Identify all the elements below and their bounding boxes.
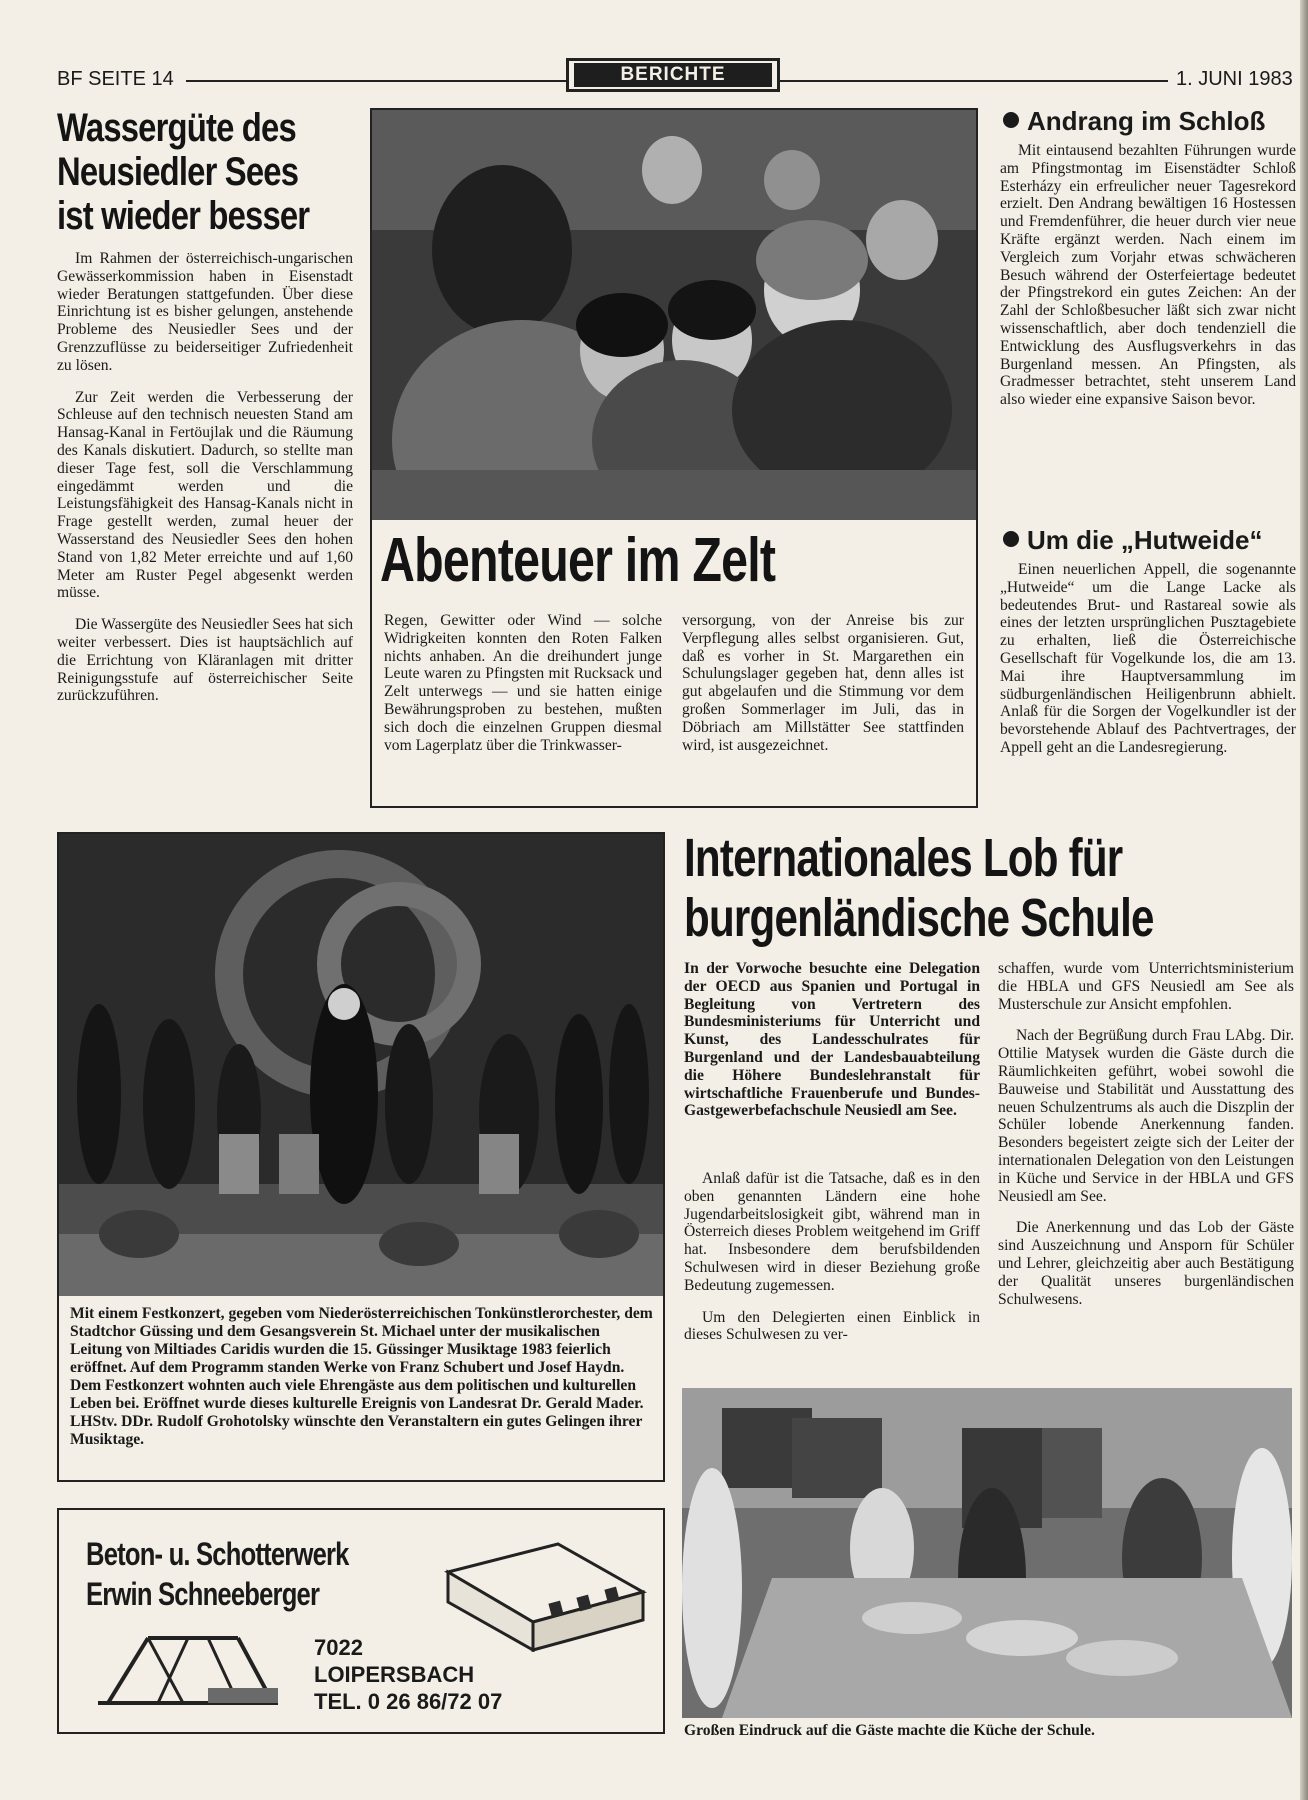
- headline-line: burgenländische Schule: [684, 888, 1154, 948]
- bullet-icon: [1003, 531, 1019, 547]
- bullet-icon: [1003, 112, 1019, 128]
- header-rule-right: [780, 80, 1168, 82]
- gravel-plant-icon: [88, 1628, 288, 1718]
- paragraph: Die Wassergüte des Neusiedler Sees hat sich weiter verbessert. Dies ist hauptsächlich auf die Errichtung von Kläranlagen mit dritter Reinigungsstufe auf österreichischer Seite zurückzuführen.: [57, 616, 353, 705]
- paragraph: Um den Delegierten einen Einblick in dieses Schulwesen zu ver-: [684, 1308, 980, 1344]
- subhead-text: Andrang im Schloß: [1027, 106, 1266, 136]
- paragraph: Die Anerkennung und das Lob der Gäste sind Auszeichnung und Ansporn für Schüler und Lehrer, gleichzeitig aber auch Bestätigung der Qualität unseres burgenländischen Schulwesens.: [998, 1219, 1294, 1308]
- children-in-tent-image: [372, 110, 976, 520]
- school-photo-caption: Großen Eindruck auf die Gäste machte die Küche der Schule.: [684, 1722, 1095, 1739]
- concert-photo: [59, 834, 663, 1296]
- subhead-hutweide: [1003, 525, 1262, 556]
- paragraph: Einen neuerlichen Appell, die sogenannte „Hutweide“ um die Lange Lacke als bedeutendes Brut- und Rastareal sowie als eines der letzten ursprünglichen Pusztagebiete zu erhalten, ließ die Österreichische Gesellschaft für Vogelkunde los, die am 13. Mai ihre Hauptversammlung im südburgenländischen Heiligenbrunn abhielt. Anlaß für die Sorgen der Vogelkundler ist der bevorstehende Ablauf des Pachtvertrages, der Appell geht an die Landesregierung.: [1000, 561, 1296, 756]
- school-column-1: [684, 1170, 980, 1358]
- article-headline-wasserguete: [57, 106, 360, 238]
- section-label: BERICHTE: [574, 63, 772, 87]
- ad-postcode: 7022: [314, 1635, 363, 1660]
- school-lead: In der Vorwoche besuchte eine Delegation der OECD aus Spanien und Portugal in Begleitung von Vertretern des Bundesministeriums für Unterricht und Kunst, des Landesschulrates für Burgenland und der Landesbauabteilung die Höhere Bundeslehranstalt für wirtschaftliche Frauenberufe und Bundes-Gastgewerbefachschule Neusiedl am See.: [684, 960, 980, 1120]
- orchestra-concert-image: [59, 834, 663, 1296]
- ad-company-line-2: Erwin Schneeberger: [86, 1576, 320, 1612]
- school-kitchen-image: [682, 1388, 1292, 1718]
- ad-company-line-1: Beton- u. Schotterwerk: [86, 1536, 349, 1572]
- article-headline-school: [684, 828, 1277, 948]
- hutweide-body: [1000, 561, 1296, 771]
- andrang-body: [1000, 142, 1296, 423]
- ad-town: LOIPERSBACH: [314, 1662, 475, 1687]
- paragraph: Im Rahmen der österreichisch-ungarischen Gewässerkommission haben in Eisenstadt wieder Beratungen stattgefunden. Über diese Einrichtung ist es bisher gelungen, anstehende Probleme des Neusiedler Sees und der Grenzzuflüsse zu beiderseitiger Zufriedenheit zu lösen.: [57, 250, 353, 374]
- headline-line: Wassergüte des: [57, 106, 296, 150]
- section-badge: [566, 58, 780, 92]
- zelt-column-2: versorgung, von der Anreise bis zur Verpflegung alles selbst organisieren. Gut, daß es vorher in St. Margarethen ein Schulungslager gegeben hat, denn alles ist gut abgelaufen und die Stimmung vor dem großen Sommerlager im Juli, das in Döbriach am Millstätter See stattfinden wird, ist ausgezeichnet.: [682, 612, 964, 754]
- page-number: BF SEITE 14: [57, 68, 174, 90]
- concrete-block-icon: [438, 1542, 648, 1652]
- subhead-text: Um die „Hutweide“: [1027, 525, 1263, 555]
- ad-phone: TEL. 0 26 86/72 07: [314, 1689, 503, 1714]
- paragraph: Mit eintausend bezahlten Führungen wurde am Pfingstmontag im Eisenstädter Schloß Esterházy ein erfreulicher neuer Tagesrekord erzielt. Den Andrang bewältigen 16 Hostessen und Fremdenführer, die heuer durch vier neue Kräfte ergänzt werden. Nach einem im Vergleich zum Vorjahr etwas schwächeren Besuch während der Osterfeiertage bedeutet der Pfingstrekord ein gutes Zeichen: An der Zahl der Schloßbesucher läßt sich zwar nicht wissenschaftlich, aber doch tendenziell die Entwicklung des Ausflugsverkehrs in das Burgenland messen. An Pfingsten, als Gradmesser betrachtet, steht unserem Land also wieder eine expansive Saison bevor.: [1000, 142, 1296, 409]
- header-rule-left: [186, 80, 566, 82]
- zelt-photo: [372, 110, 976, 520]
- headline-line: ist wieder besser: [57, 194, 310, 238]
- headline-line: Neusiedler Sees: [57, 150, 299, 194]
- paragraph: schaffen, wurde vom Unterrichtsministerium die HBLA und GFS Neusiedl am See als Musterschule zur Ansicht empfohlen.: [998, 960, 1294, 1013]
- subhead-andrang: [1003, 106, 1265, 137]
- school-kitchen-photo: [682, 1388, 1292, 1718]
- paragraph: Anlaß dafür ist die Tatsache, daß es in den oben genannten Ländern eine hohe Jugendarbeitslosigkeit gibt, während man in Österreich dieses Problem weitgehend im Griff hat. Insbesondere dem berufsbildenden Schulwesen wird in dieser Beziehung große Bedeutung zugemessen.: [684, 1170, 980, 1294]
- headline-line: Internationales Lob für: [684, 828, 1123, 888]
- concert-caption: Mit einem Festkonzert, gegeben vom Niederösterreichischen Tonkünstlerorchester, dem Stadtchor Güssing und dem Gesangsverein St. Michael unter der musikalischen Leitung von Miltiades Caridis wurden die 15. Güssinger Musiktage 1983 feierlich eröffnet. Auf dem Programm standen Werke von Franz Schubert und Josef Haydn. Dem Festkonzert wohnten auch viele Ehrengäste aus dem politischen und kulturellen Leben bei. Eröffnet wurde dieses kulturelle Ereignis von Landesrat Dr. Gerald Mader. LHStv. DDr. Rudolf Grohotolsky wünschte den Veranstaltern ein gutes Gelingen ihrer Musiktage.: [70, 1305, 653, 1448]
- paragraph: Zur Zeit werden die Verbesserung der Schleuse auf den technisch neuesten Stand am Hansag-Kanal in Fertöujlak und die Räumung des Kanals diskutiert. Dadurch, so stellte man dieser Tage fest, soll die Verschlammung eingedämmt werden und die Leistungsfähigkeit des Hansag-Kanals nicht in Frage gestellt werden, zumal heuer der Wasserstand des Neusiedler Sees den hohen Stand von 1,82 Meter erreichte und auf 1,60 Meter am Ruster Pegel abgesenkt werden müsse.: [57, 388, 353, 602]
- article-headline-zelt: Abenteuer im Zelt: [380, 526, 776, 595]
- article-body-wasserguete: [57, 250, 353, 719]
- issue-date: 1. JUNI 1983: [1176, 68, 1293, 90]
- paragraph: Nach der Begrüßung durch Frau LAbg. Dir. Ottilie Matysek wurden die Gäste durch die Räumlichkeiten geführt, wobei sowohl die Bauweise und Stabilität und Ausstattung des neuen Schulzentrums als auch die Diszplin der Schüler lobende Anerkennung fanden. Besonders begeistert zeigte sich der Leiter der internationalen Delegation von den Leistungen in Küche und Service in der HBLA und GFS Neusiedl am See.: [998, 1027, 1294, 1205]
- school-column-2: [998, 960, 1294, 1322]
- zelt-column-1: Regen, Gewitter oder Wind — solche Widrigkeiten konnten den Roten Falken nichts anhaben. An die dreihundert junge Leute waren zu Pfingsten mit Rucksack und Zelt unterwegs — und sie hatten einige Bewährungsproben zu bestehen, mußten sich doch die einzelnen Gruppen diesmal vom Lagerplatz über die Trinkwasser-: [384, 612, 662, 754]
- page-edge: [1300, 0, 1308, 1800]
